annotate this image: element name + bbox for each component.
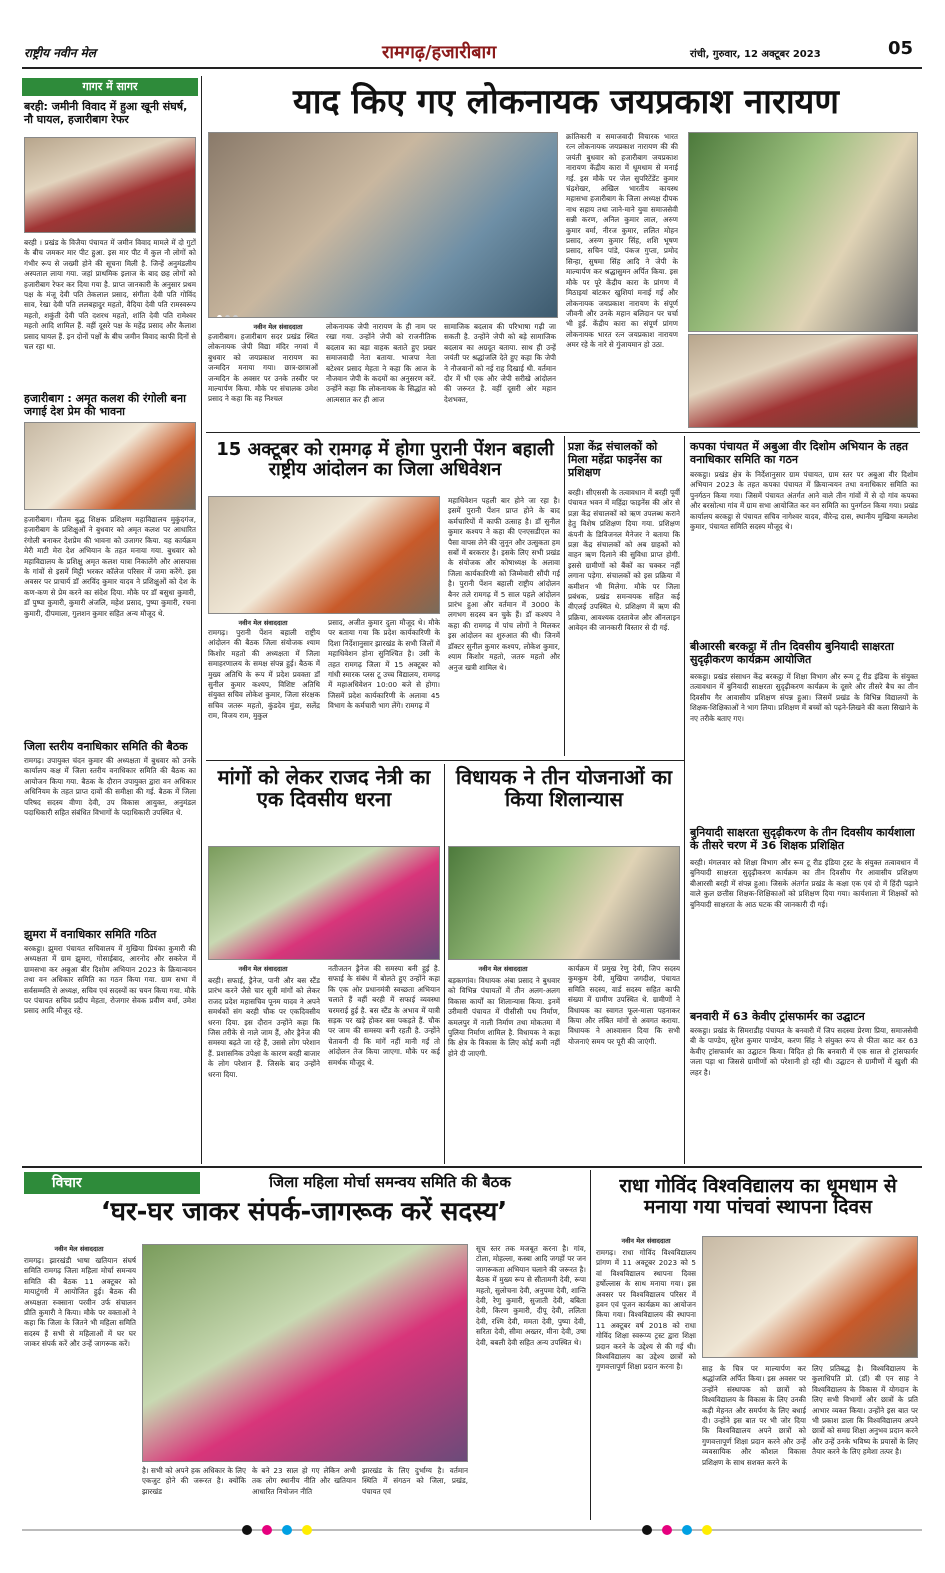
dharna-photo — [208, 846, 440, 960]
lead-photo-jail — [688, 334, 918, 428]
dharna-headline: मांगों को लेकर राजद नेत्री का एक दिवसीय धरना — [217, 765, 431, 811]
prajna-body: बरही। सीएससी के तत्वावधान में बरही पूर्वी पंचायत भवन में महिंद्रा फाइनेंस की ओर से प्रज्ञा केंद्र संचालकों को ऋण उपलब्ध कराने हेतु विशेष प्रशिक्षण दिया गया. प्रशिक्षण कंपनी के डिविजनल मैनेजर ने बताया कि प्रज्ञा केंद्र संचालकों को अब ग्राहकों को वाहन ऋण दिलाने की सुविधा प्राप्त होगी. इससे ग्रामीणों को बैंकों का चक्कर नहीं लगाना पड़ेगा. संचालकों को इस प्रक्रिया में कमीशन भी मिलेगा. मौके पर जिला प्रबंधक, प्रखंड समन्वयक सहित कई वीएलई उपस्थित थे. प्रशिक्षण में ऋण की प्रक्रिया, आवश्यक दस्तावेज और ऑनलाइन आवेदन की जानकारी विस्तार से दी गई. — [568, 488, 680, 633]
shilanyas-photo — [448, 846, 680, 960]
pension-col2: प्रसाद, अजीत कुमार दुला मौजूद थे। मौके पर बताया गया कि प्रदेश कार्यकारिणी के दिशा निर्देशानुसार झारखंड के सभी जिलों में महाधिवेशन होना सुनिश्चित है। उसी के तहत रामगढ़ जिला में 15 अक्टूबर को गांधी स्मारक प्लस टू उच्च विद्यालय, रामगढ़ में महाअधिवेशन 10:00 बजे से होगा। जिसमें प्रदेश कार्यकारिणी के अलावा 45 विभाग के कर्मचारी भाग लेंगे। रामगढ़ में — [328, 618, 440, 711]
shilanyas-headline: विधायक ने तीन योजनाओं का किया शिलान्यास — [455, 765, 673, 811]
lead-col3: सामाजिक बदलाव की परिभाषा गढ़ी जा सकती है. उन्होंने जेपी को बड़े सामाजिक बदलाव का अग्रदूत बताया. साथ ही उन्हें जयंती पर श्रद्धांजलि देते हुए कहा कि जेपी ने नौजवानों को नई राह दिखाई थी. वर्तमान दौर में भी एक और जेपी सरीखे आंदोलन की जरूरत है. वहीं दूसरी ओर महान देशभक्त, — [444, 322, 556, 404]
left-story1-body: बरही । प्रखंड के विजैया पंचायत में जमीन विवाद मामले में दो गुटों के बीच जमकर मार पीट हुआ. इस मार पीट में कुल नौ लोगों को गंभीर रूप से जख्मी होने की सूचना मिली है. जिन्हें अनुमंडलीय अस्पताल लाया गया. जहां प्राथमिक इलाज के बाद छह लोगों को हजारीबाग रेफर कर दिया गया है. प्राप्त जानकारी के अनुसार प्रथम पक्ष के मंजू देवी पति तेकलाल प्रसाद, संगीता देवी पति गोविंद साव, रेखा देवी पति ललबहादुर महतो, वैदिया देवी पति रामस्वरूप महतो, शकुंती देवी पति दशरथ महतो, शांति देवी पति रामेश्वर महतो आदि शामिल हैं. वहीं दूसरे पक्ष के महेंद्र प्रसाद और कैलाश प्रसाद घायल हैं. इन दोनों पक्षों के बीच जमीन विवाद काफी दिनों से चल रहा था. — [24, 238, 196, 352]
shilanyas-col2: कार्यक्रम में प्रमुख रेणु देवी, जिप सदस्य कुमकुम देवी, मुखिया जगदीश, पंचायत समिति सदस्य, वार्ड सदस्य सहित काफी संख्या में ग्रामीण उपस्थित थे. ग्रामीणों ने विधायक का स्वागत फूल-माला पहनाकर किया और लंबित मांगों से अवगत कराया. विधायक ने आश्वासन दिया कि सभी योजनाएं समय पर पूरी की जाएंगी. — [568, 964, 680, 1046]
university-col1: रामगढ़। राधा गोविंद विश्वविद्यालय प्रांगण में 11 अक्टूबर 2023 को 5 वां विश्वविद्यालय स्थापना दिवस हर्षोल्लास के साथ मनाया गया। इस अवसर पर विश्वविद्यालय परिसर में हवन एवं पूजन कार्यक्रम का आयोजन किया गया। विश्वविद्यालय की स्थापना 11 अक्टूबर वर्ष 2018 को राधा गोविंद शिक्षा स्वरूप्य ट्रस्ट द्वारा शिक्षा प्रदान करने के उद्देश्य से की गई थी। विश्वविद्यालय का उद्देश्य छात्रों को गुणवत्तापूर्ण शिक्षा प्रदान करना है। — [596, 1248, 696, 1372]
university-col2: साह के चित्र पर माल्यार्पण कर श्रद्धांजलि अर्पित किया। इस अवसर पर उन्होंने संस्थापक को छात्रों को विश्वविद्यालय के विकास के लिए उनकी कड़ी मेहनत और समर्पण के लिए बधाई दी। उन्होंने इस बात पर भी जोर दिया कि विश्वविद्यालय अपने छात्रों को गुणवत्तापूर्ण शिक्षा प्रदान करने और उन्हें व्यवसायिक और कौशल विकास प्रशिक्षण के साथ सशक्त करने के — [702, 1364, 806, 1467]
vichar-label: विचार — [24, 1172, 200, 1194]
bottom-section-rule — [22, 1166, 922, 1168]
left-column-divider — [201, 76, 202, 1164]
right-story2-headline: बीआरसी बरकट्ठा में तीन दिवसीय बुनियादी साक्षरता सुदृढ़ीकरण कार्यक्रम आयोजित — [690, 640, 894, 666]
lead-col2: लोकनायक जेपी नारायण के ही नाम पर रखा गया. उन्होंने जेपी को राजनीतिक बदलाव का बड़ा वाहक बताते हुए प्रखर समाजवादी नेता बताया. भाजपा नेता बटेश्वर प्रसाद मेहता ने कहा कि आज के नौजवान जेपी के कदमों का अनुसरण करें. उन्होंने कहा कि लोकनायक के सिद्धांत को आत्मसात कर ही आज — [326, 322, 436, 404]
dharna-col2: नतीजतन ड्रैनेज की समस्या बनी हुई है. सफाई के संबंध में बोलते हुए उन्होंने कहा कि एक ओर प्रधानमंत्री स्वच्छता अभियान चलाते हैं वहीं बरही में सफाई व्यवस्था चरमराई हुई है. बस स्टैंड के अभाव में यात्री सड़क पर खड़े होकर बस पकड़ते हैं. चौक पर जाम की समस्या बनी रहती है. उन्होंने चेतावनी दी कि मांगें नहीं मानी गईं तो आंदोलन तेज किया जाएगा. मौके पर कई समर्थक मौजूद थे. — [328, 964, 440, 1067]
mahila-col2: सूच स्तर तक मजबूत करना है। गांव, टोला, मोहल्ला, कस्बा आदि जगहों पर जन जागरूकता अभियान चलाने की जरूरत है। बैठक में मुख्य रूप से सीतामनी देवी, रूपा महतो, सुलोचना देवी, अनुपमा देवी, शान्ति देवी, रेणु कुमारी, सुजाती देवी, बबिता देवी, किरण कुमारी, दीपू देवी, ललिता देवी, रश्मि देवी, ममता देवी, पुष्पा देवी, सरिता देवी, सीमा अख्तर, मीना देवी, उषा देवी, बबली देवी सहित अन्य उपस्थित थे। — [476, 1244, 586, 1347]
lead-col1: हजारीबाग। हजारीबाग सदर प्रखंड स्थित लोकनायक जेपी विद्या मंदिर नगवां में बुधवार को जयप्रकाश नारायण का जन्मदिन मनाया गया। छात्र-छात्राओं जन्मदिन के अवसर पर उनके तस्वीर पर माल्यार्पण किया. मौके पर संचालक उमेश प्रसाद ने कहा कि वह निश्चल — [208, 332, 318, 404]
university-dateline: नवीन मेल संवाददाता — [621, 1237, 671, 1245]
mahila-cap-right: झारखंड के लिए दुर्भाग्य है। वर्तमान स्थिति में संगठन को जिला, प्रखंड, पंचायत एवं — [362, 1466, 468, 1496]
mahila-kicker: जिला महिला मोर्चा समन्वय समिति की बैठक — [269, 1173, 511, 1191]
left-story2-headline: हजारीबाग : अमृत कलश की रंगोली बना जगाई देश प्रेम की भावना — [24, 392, 186, 418]
left-story1-photo — [24, 137, 196, 233]
lead-headline: याद किए गए लोकनायक जयप्रकाश नारायण — [293, 82, 839, 122]
left-story1-headline: बरही: जमीनी विवाद में हुआ खूनी संघर्ष, नौ घायल, हजारीबाग रेफर — [24, 100, 188, 126]
center-right-divider — [684, 436, 685, 1164]
right-story1-headline: कपका पंचायत में अबुआ वीर दिशोम अभियान के तहत वनाधिकार समिति का गठन — [690, 440, 909, 466]
pension-col1: रामगढ़। पुरानी पेंशन बहाली राष्ट्रीय आंदोलन की बैठक जिला संयोजक श्याम किशोर महतो की अध्यक्षता में जिला समाहरणालय के समक्ष संपन्न हुई। बैठक में मुख्य अतिथि के रूप में प्रदेश प्रवक्ता डॉ सुनील कुमार कश्यप, विशिष्ट अतिथि संयुक्त सचिव लोकेश कुमार, जिला संरक्षक सचिव जतरू महतो, कुंडदेव मुंडा, सलेंद्र राम, विजय राम, मुकुल — [208, 628, 320, 721]
footer-color-bar — [22, 1524, 922, 1536]
mahila-headline: ‘घर-घर जाकर संपर्क-जागरूक करें सदस्य’ — [100, 1197, 508, 1227]
left-story3-body: रामगढ़। उपायुक्त चंदन कुमार की अध्यक्षता में बुधवार को उनके कार्यालय कक्ष में जिला स्तरीय वनाधिकार समिति की बैठक का आयोजन किया गया. बैठक के दौरान उपायुक्त द्वारा वन अधिकार अधिनियम के तहत प्राप्त दावों की समीक्षा की गई. बैठक में जिला परिषद सदस्य वीणा देवी, उप विकास आयुक्त, अनुमंडल पदाधिकारी सहित संबंधित विभागों के पदाधिकारी उपस्थित थे. — [24, 756, 196, 818]
pension-headline: 15 अक्टूबर को रामगढ़ में होगा पुरानी पेंशन बहाली राष्ट्रीय आंदोलन का जिला अधिवेशन — [216, 439, 554, 480]
lead-col4: क्रांतिकारी व समाजवादी विचारक भारत रत्न लोकनायक जयप्रकाश नारायण की की जयंती बुधवार को हजारीबाग जयप्रकाश नारायण केंद्रीय कारा में धूमधाम से मनाई गई. इस मौके पर जेल सुपरिटेंडेंट कुमार चंद्रशेखर, अखिल भारतीय कायस्थ महासभा हजारीबाग के जिला अध्यक्ष दीपक नाथ सहाय तथा जाने-माने युवा समाजसेवी सन्नी करण, अनिल कुमार लाल, अरुण कुमार वर्मा, नीरज कुमार, ललित मोहन प्रसाद, अरुण कुमार सिंह, शशि भूषण प्रसाद, सचिन पांडे, पंकज गुप्ता, प्रमोद सिन्हा, सुषमा सिंह आदि ने जेपी के माल्यार्पण कर श्रद्धासुमन अर्पित किया. इस मौके पर पूरे केंद्रीय कारा के प्रांगण में मिठाइयां बांटकर खुशियां मनाई गई और लोकनायक जयप्रकाश नारायण के संपूर्ण जीवनी और उनके महान बलिदान पर चर्चा भी हुई. केंद्रीय कारा का संपूर्ण प्रांगण लोकनायक भारत रत्न जयप्रकाश नारायण अमर रहे के नारे से गुंजायमान हो उठा. — [566, 132, 678, 350]
pension-dateline: नवीन मेल संवाददाता — [238, 619, 288, 627]
right-story3-headline: बुनियादी साक्षरता सुदृढ़ीकरण के तीन दिवसीय कार्यशाला के तीसरे चरण में 36 शिक्षक प्रशिक्षित — [690, 826, 915, 852]
dharna-right-divider — [444, 764, 445, 1164]
lead-dateline: नवीन मेल संवाददाता — [253, 323, 303, 331]
paper-logo: राष्ट्रीय नवीन मेल — [24, 46, 96, 60]
masthead-rule — [22, 67, 922, 69]
left-story2-body: हजारीबाग। गौतम बुद्ध शिक्षक प्रशिक्षण महाविद्यालय मुकुंदगंज, हजारीबाग के प्रशिक्षुओं ने बुधवार को अमृत कलश पर आधारित रंगोली बनाकर देशप्रेम की भावना को उजागर किया. यह कार्यक्रम मेरी माटी मेरा देश अभियान के तहत मनाया गया. बुधवार को महाविद्यालय के प्रशिक्षु अमृत कलश यात्रा निकालेंगे और आसपास के गांवों से इसमें मिट्टी भरकर कॉलेज परिसर में जमा करेंगे. इस अवसर पर प्राचार्य डॉ अरविंद कुमार यादव ने प्रशिक्षुओं को देश के कण-कण से प्रेम करने का संदेश दिया. मौके पर डॉ बसुधा कुमारी, डॉ पुष्पा कुमारी, कुमारी अंजलि, महेश प्रसाद, पुष्पा कुमारी, रचना कुमारी, दीपमाला, गुलशन कुमार सहित अन्य मौजूद थे. — [24, 515, 196, 618]
page-number: 05 — [888, 38, 914, 59]
left-story2-photo — [24, 422, 196, 510]
bottom-middle-divider — [590, 1170, 591, 1520]
mahila-col1: रामगढ़। झारखंडी भाषा खतियान संघर्ष समिति रामगढ़ जिला महिला मोर्चा समन्वय समिति की बैठक 11 अक्टूबर को मायाटुंगरी में आयोजित हुई। बैठक की अध्यक्षता रुक्साना परवीन उर्फ संचालन प्रीति कुमारी ने किया। मौके पर वक्ताओं ने कहा कि जिला के जितने भी महिला समिति सदस्य हैं सभी से महिलाओं में घर घर जाकर संपर्क करें और उन्हें जागरूक करें। — [24, 1256, 136, 1349]
right-story3-body: बरही। मंगलवार को शिक्षा विभाग और रूम टू रीड इंडिया ट्रस्ट के संयुक्त तत्वावधान में बुनियादी साक्षरता सुदृढ़ीकरण कार्यक्रम का तीन दिवसीय गैर आवासीय प्रशिक्षण बीआरसी बरही में संपन्न हुआ। जिसके अंतर्गत प्रखंड के कक्षा एक एवं दो में हिंदी पढ़ाने वाले कुल छत्तीस शिक्षक-शिक्षिकाओं को प्रशिक्षण दिया गया। कार्यशाला में शिक्षकों को बुनियादी साक्षरता के आठ घटक की जानकारी दी गई। — [690, 858, 918, 909]
pension-col3: महाधिवेशन पहली बार होने जा रहा है। इसमें पुरानी पेंशन प्राप्त होने के बाद कर्मचारियों में काफी उत्साह है। डॉ सुनील कुमार कश्यप ने कहा की एनएसडीएल का पैसा वापस लेने की जुनून और उत्सुकता हम सबों में बरकरार है। इसके लिए सभी प्रखंड के संयोजक और कोषाध्यक्ष के अलावा जिला कार्यकारिणी को जिम्मेवारी सौंपी गई है। पुरानी पेंशन बहाली राष्ट्रीय आंदोलन बैनर तले रामगढ़ में 5 साल पहले आंदोलन प्रारंभ हुआ और वर्तमान में 3000 के लगभग सदस्य बन चुके हैं। डॉ कश्यप ने कहा की रामगढ़ में पांच लोगों ने मिलकर इस आंदोलन का शुरुआत की थी। जिनमें डॉक्टर सुनील कुमार कश्यप, लोकेश कुमार, श्याम किशोर महतो, जतरु महतो और अनुज खत्री शामिल थे। — [448, 496, 560, 672]
prajna-headline: प्रज्ञा केंद्र संचालकों को मिला महेंद्रा फाइनेंस का प्रशिक्षण — [568, 440, 662, 479]
mahila-photo — [142, 1244, 468, 1462]
lead-photo-left — [208, 132, 558, 318]
left-story4-headline: झुमरा में वनाधिकार समिति गठित — [24, 928, 157, 941]
right-story4-body: बरकट्ठा। प्रखंड के सिमराडीह पंचायत के बनवारी में जिप सदस्या प्रेरणा प्रिया, समाजसेवी बी के पाण्डेय, सुरेश कुमार पाण्डेय, करण सिंह ने संयुक्त रूप से फीता काट कर 63 केवीए ट्रांसफार्मर का उद्घाटन किया। विदित हो कि बनवारी में एक साल से ट्रांसफार्मर जला पड़ा था जिससे ग्रामीणों को परेशानी हो रही थी। उद्घाटन से ग्रामीणों में खुशी की लहर है। — [690, 1026, 918, 1077]
shilanyas-col1: बड़कागांव। विधायक अंबा प्रसाद ने बुधवार को विभिन्न पंचायतों में तीन अलग-अलग विकास कार्यों का शिलान्यास किया. इनमें उरीमारी पंचायत में पीसीसी पथ निर्माण, कमलपुर में नाली निर्माण तथा मोकतमा में पुलिया निर्माण शामिल है. विधायक ने कहा कि क्षेत्र के विकास के लिए कोई कमी नहीं होने दी जाएगी. — [448, 976, 560, 1058]
section-title: रामगढ़/हजारीबाग — [382, 42, 497, 63]
university-photo — [702, 1236, 918, 1358]
left-story4-body: बरकट्ठा। झुमरा पंचायत सचिवालय में मुखिया प्रियंका कुमारी की अध्यक्षता में ग्राम झुमरा, गोसाईबाद, आरनोद और सकरेज में ग्रामसभा कर अबुआ बीर दिशोम अभियान 2023 के क्रियान्वयन तथा वन अधिकार समिति का गठन किया गया. ग्राम सभा में सर्वसम्मति से अध्यक्ष, सचिव एवं सदस्यों का चयन किया गया. मौके पर पंचायत सचिव प्रदीप मेहता, रोजगार सेवक प्रवीण वर्मा, उमेश प्रसाद आदि मौजूद रहे. — [24, 944, 196, 1016]
university-col3: लिए प्रतिबद्ध है। विश्वविद्यालय के कुलाधिपति प्रो. (डॉ) बी एन साह ने विश्वविद्यालय के विकास में योगदान के लिए सभी विभागों और छात्रों के प्रति आभार व्यक्त किया। उन्होंने इस बात पर भी प्रकाश डाला कि विश्वविद्यालय अपने छात्रों को समग्र शिक्षा अनुभव प्रदान करने और उन्हें उनके भविष्य के प्रयासों के लिए तैयार करने के लिए हमेशा तत्पर है। — [812, 1364, 918, 1457]
dharna-dateline: नवीन मेल संवाददाता — [238, 965, 288, 973]
right-story4-headline: बनवारी में 63 केवीए ट्रांसफार्मर का उद्घाटन — [690, 1010, 865, 1023]
lead-bottom-rule — [206, 432, 920, 433]
masthead — [22, 34, 922, 66]
slide-dots — [217, 305, 257, 311]
lead-photo-statue — [688, 132, 918, 332]
left-story3-headline: जिला स्तरीय वनाधिकार समिति की बैठक — [24, 740, 188, 753]
right-story2-body: बरकट्ठा। प्रखंड संसाधन केंद्र बरकट्ठा में शिक्षा विभाग और रूम टू रीड इंडिया के संयुक्त तत्वावधान में बुनियादी साक्षरता सुदृढ़ीकरण कार्यक्रम के दूसरे और तीसरे बैच का तीन दिवसीय गैर आवासीय प्रशिक्षण संपन्न हुआ। जिसमें प्रखंड के विभिन्न विद्यालयों के शिक्षक-शिक्षिकाओं ने भाग लिया। प्रशिक्षण में बच्चों को पढ़ने-लिखने की कला सिखाने के नए तरीके बताए गए। — [690, 672, 918, 723]
mahila-dateline: नवीन मेल संवाददाता — [54, 1245, 104, 1253]
pension-photo — [208, 496, 440, 614]
pension-bottom-rule — [206, 760, 684, 761]
gagar-box-title: गागर में सागर — [22, 78, 198, 96]
mahila-cap-mid: के बने 23 साल हो गए लेकिन अभी तक लोग स्थानीय नीति और खतियान आधारित नियोजन नीति — [252, 1466, 356, 1496]
shilanyas-dateline: नवीन मेल संवाददाता — [478, 965, 528, 973]
university-headline: राधा गोविंद विश्वविद्यालय का धूमधाम से मनाया गया पांचवां स्थापना दिवस — [619, 1175, 897, 1218]
mahila-cap-left: है। सभी को अपने हक अधिकार के लिए एकजुट होने की जरूरत है। क्योंकि झारखंड — [142, 1466, 246, 1496]
dharna-col1: बरही। सफाई, ड्रैनेज, पानी और बस स्टैंड प्रारंभ करने जैसे चार सूत्री मांगों को लेकर राजद प्रदेश महासचिव पूनम यादव ने अपने समर्थकों संग बरही चौक पर एकदिवसीय धरना दिया. इस दौरान उन्होंने कहा कि जिस तरीके से नाले जाम हैं, और ड्रैनेज की समस्या बढ़ते जा रहे हैं, उससे लोग परेशान हैं. प्रशासनिक उपेक्षा के कारण बरही बाजार के लोग परेशान हैं. जिसके बाद उन्होंने धरना दिया. — [208, 976, 320, 1079]
right-story1-body: बरकट्ठा। प्रखंड क्षेत्र के निर्देशानुसार ग्राम पंचायत, ग्राम स्तर पर अबुआ वीर दिशोम अभियान 2023 के तहत कपका पंचायत में क्रियान्वयन तथा वनाधिकार समिति का पुनर्गठन किया गया। जिसमें पंचायत अंतर्गत आने वाले तीन गांवों में से दो गांव कपका और बरसोत्था गांव में ग्राम सभा आयोजित कर वन समिति का पुनर्गठन किया गया। प्रखंड कार्यालय बरकट्ठा से पंचायत सचिव नागेश्वर यादव, वीरेन्द्र दास, स्थानीय मुखिया कमलेश कुमार, पंचायत समिति सदस्य मौजूद थे। — [690, 470, 918, 532]
pension-right-divider — [564, 436, 565, 756]
dateline: रांची, गुरुवार, 12 अक्टूबर 2023 — [690, 49, 821, 60]
